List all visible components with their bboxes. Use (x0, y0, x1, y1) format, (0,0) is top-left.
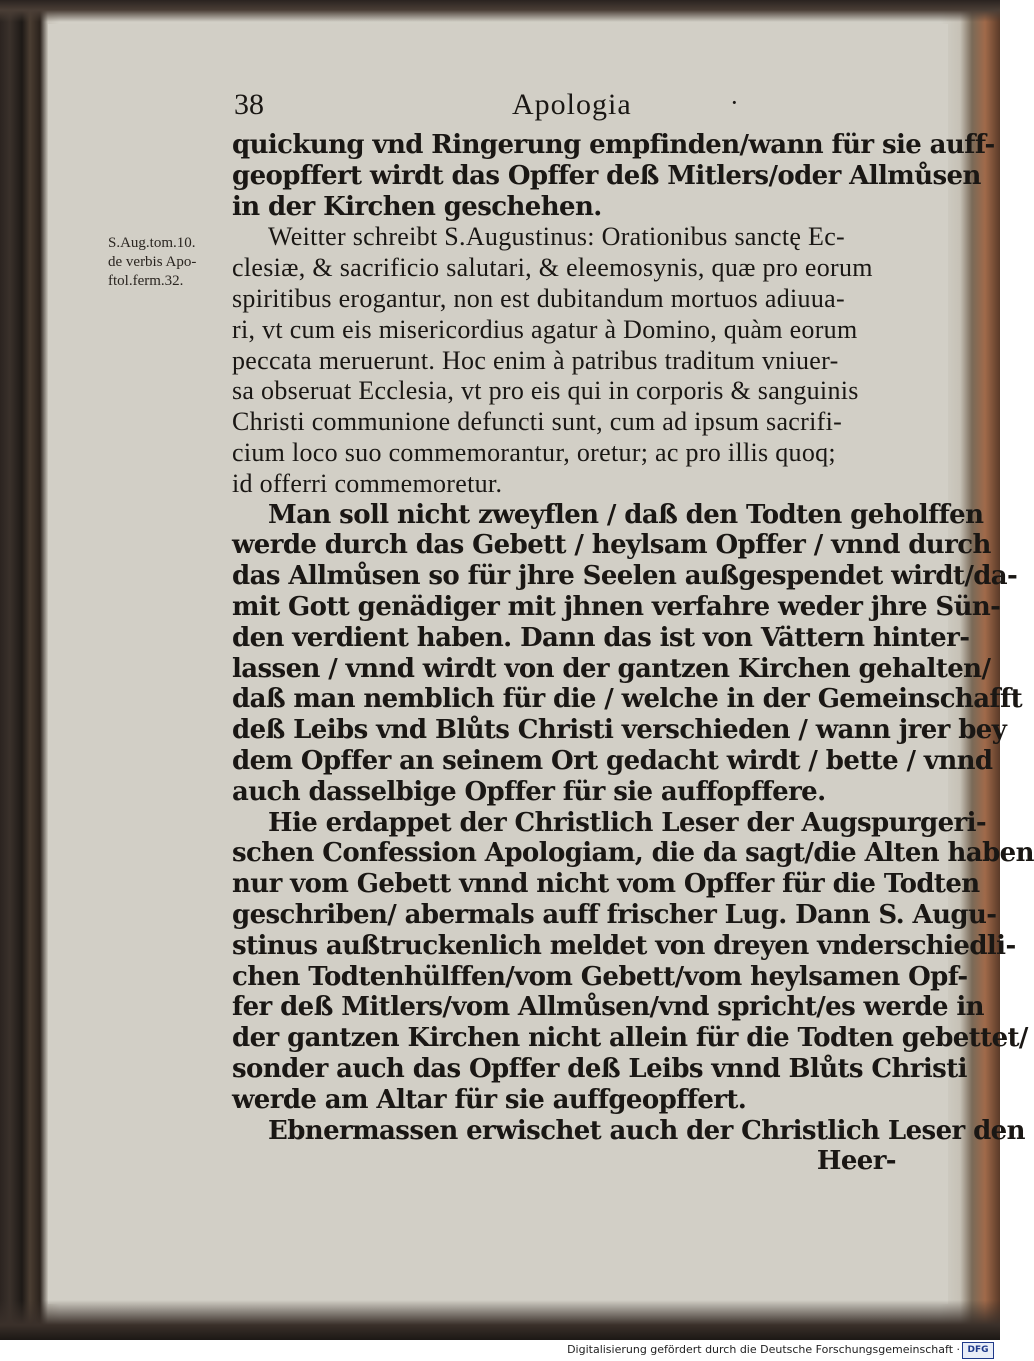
text-line: werde am Altar für sie auffgeopffert. (232, 1084, 747, 1115)
text-line: in der Kirchen geschehen. (232, 191, 602, 222)
margin-note-line: de verbis Apo- (108, 254, 197, 270)
text-line: deß Leibs vnd Blůts Christi verschieden / wann jrer bey (232, 715, 1007, 746)
text-line: id offerri commemoretur. (232, 468, 503, 498)
page-header (234, 88, 894, 128)
text-line: sa obseruat Ecclesia, vt pro eis qui in corporis & sanguinis (232, 376, 859, 406)
text-line: geschriben/ abermals auff frischer Lug. Dann S. Augu- (232, 899, 997, 930)
margin-note-line: S.Aug.tom.10. (108, 235, 196, 251)
page-number: 38 (234, 88, 264, 121)
dfg-logo: DFG (962, 1342, 994, 1359)
footer-bar (0, 1340, 1000, 1361)
catchword: Heer- (816, 1146, 896, 1177)
text-line: chen Todtenhülffen/vom Gebett/vom heylsamen Opf- (232, 961, 968, 992)
funding-credit: Digitalisierung gefördert durch die Deutsche Forschungsgemeinschaft · (567, 1343, 960, 1356)
text-line: peccata meruerunt. Hoc enim à patribus traditum vniuer- (232, 345, 839, 375)
text-line: das Allmůsen so für jhre Seelen außgespendet wirdt/da- (232, 561, 1018, 592)
text-line: Christi communione defuncti sunt, cum ad ipsum sacrifi- (232, 407, 843, 437)
running-head: Apologia (512, 88, 632, 121)
text-line: ri, vt cum eis misericordius agatur à Domino, quàm eorum (232, 314, 858, 344)
header-dot: · (730, 88, 739, 117)
text-line: der gantzen Kirchen nicht allein für die Todten gebettet/ (232, 1023, 1028, 1054)
scan-bottom-shadow (0, 1300, 1000, 1340)
text-line: sonder auch das Opffer deß Leibs vnnd Blůts Christi (232, 1053, 967, 1084)
text-line: Hie erdappet der Christlich Leser der Augspurgeri- (268, 807, 987, 838)
text-line: lassen / vnnd wirdt von der gantzen Kirchen gehalten/ (232, 653, 991, 684)
body-text (232, 130, 1034, 1177)
text-line: cium loco suo commemorantur, oretur; ac pro illis quoq; (232, 437, 836, 467)
text-line: Man soll nicht zweyflen / daß den Todten geholffen (268, 499, 984, 530)
text-line: stinus außtruckenlich meldet von dreyen vnderschiedli- (232, 930, 1016, 961)
text-line: mit Gott genädiger mit jhnen verfahre weder jhre Sün- (232, 591, 1001, 622)
text-line: werde durch das Gebett / heylsam Opffer / vnnd durch (232, 530, 991, 561)
text-line: fer deß Mitlers/vom Allmůsen/vnd spricht/es werde in (232, 992, 984, 1023)
text-line: Weitter schreibt S.Augustinus: Orationibus sanctę Ec- (268, 222, 846, 252)
text-line: nur vom Gebett vnnd nicht vom Opffer für die Todten (232, 869, 980, 900)
text-line: schen Confession Apologiam, die da sagt/die Alten haben (232, 838, 1034, 869)
text-line: spiritibus erogantur, non est dubitandum mortuos adiuua- (232, 283, 845, 313)
text-line: den verdient haben. Dann das ist von Vättern hinter- (232, 622, 970, 653)
scan-top-shadow (0, 0, 1000, 22)
text-line: auch dasselbige Opffer für sie auffopffere. (232, 776, 826, 807)
margin-note-line: ftol.ferm.32. (108, 273, 184, 289)
text-line: clesiæ, & sacrificio salutari, & eleemosynis, quæ pro eorum (232, 253, 873, 283)
text-line: Ebnermassen erwischet auch der Christlich Leser den (268, 1115, 1025, 1146)
text-line: dem Opffer an seinem Ort gedacht wirdt / bette / vnnd (232, 745, 993, 776)
margin-note (108, 234, 232, 291)
text-line: daß man nemblich für die / welche in der Gemeinschafft (232, 684, 1023, 715)
text-line: geopffert wirdt das Opffer deß Mitlers/oder Allmůsen (232, 160, 981, 191)
text-line: quickung vnd Ringerung empfinden/wann für sie auff- (232, 130, 995, 160)
